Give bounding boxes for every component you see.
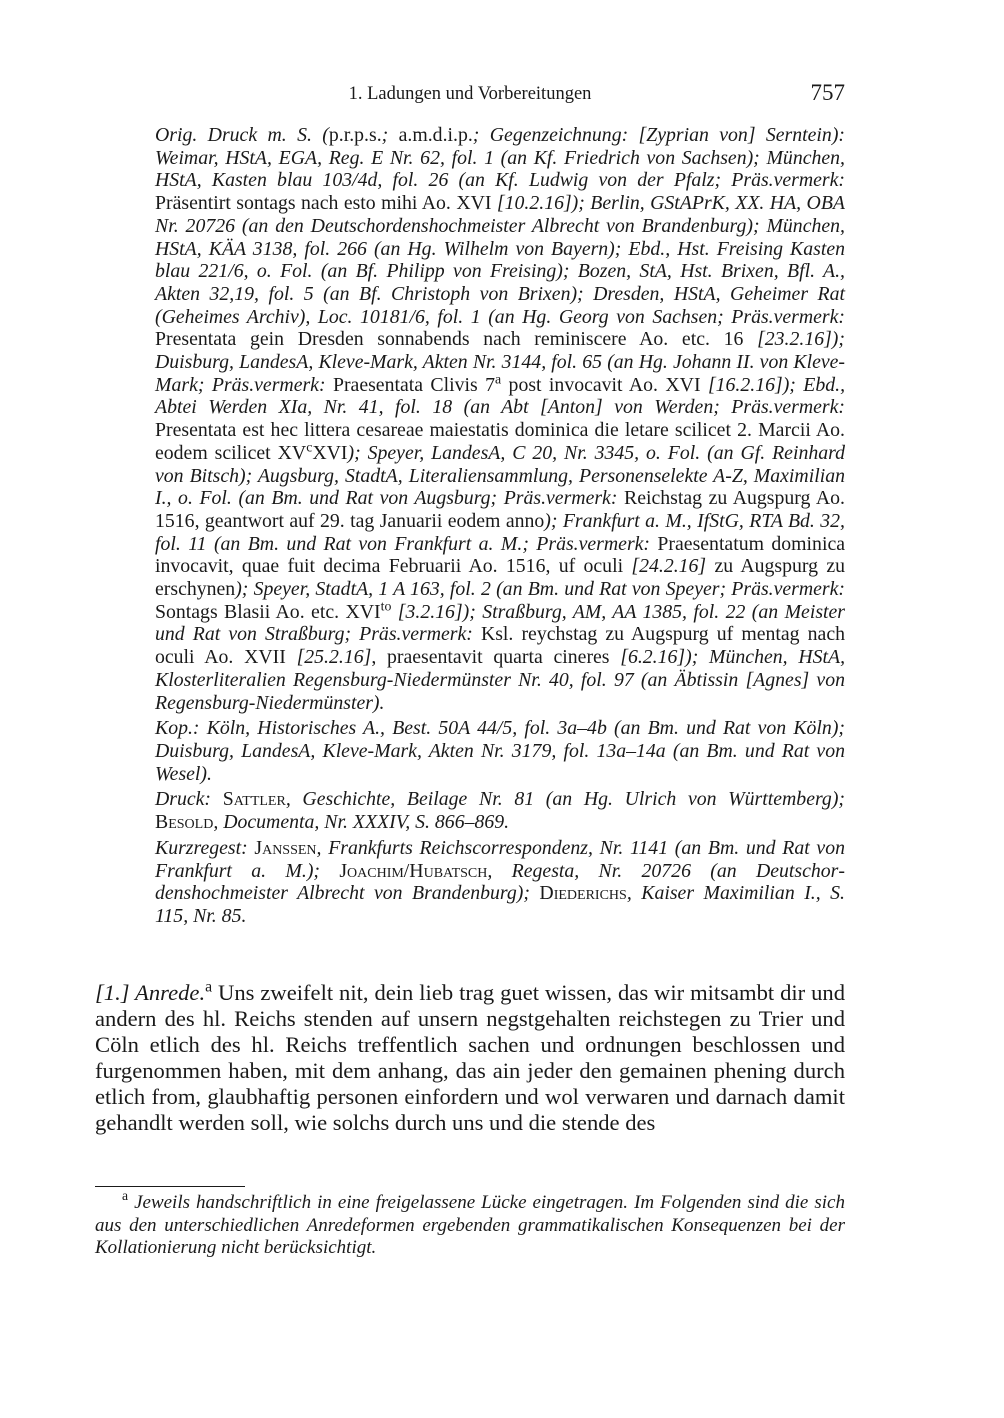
apparatus-text: ); Frankfurt a. M., IfStG, RTA Bd. 32, fol. 11 (an Bm. und Rat von Frankfurt a. M.; Präs.vermerk:	[155, 509, 845, 555]
footnote-divider	[95, 1186, 245, 1187]
apparatus-original-prints	[155, 124, 845, 714]
footnote-text: Jeweils handschriftlich in eine freigelassene Lücke eingetragen. Im Folgenden sind die sich aus den unterschiedlichen Anredeformen ergebenden grammatikalischen Konsequenzen bei der Kollationierung nicht berücksichtigt.	[95, 1192, 845, 1258]
apparatus-text: , Regesta, Nr. 20726 (an Deutschordenshochmeister Albrecht von Brandenburg);	[155, 859, 845, 905]
author-name: Janssen	[254, 836, 317, 859]
apparatus-superscript: a	[495, 371, 502, 387]
apparatus-text: [24.2.16]	[623, 555, 715, 578]
apparatus-quote: XVI	[312, 441, 348, 464]
apparatus-quote: post invocavit Ao. XVI	[501, 373, 701, 396]
author-name: Besold	[155, 811, 214, 834]
apparatus-text: ); Speyer, StadtA, 1 A 163, fol. 2 (an Bm. und Rat von Speyer; Präs.vermerk:	[235, 578, 845, 601]
apparatus-quote: zu Augspurg zu erschynen	[155, 555, 845, 601]
apparatus-text: ; Gegenzeichnung: [Zyprian von] Serntein): Weimar, HStA, EGA, Reg. E Nr. 62, fol. 1 (an Kf. Friedrich von Sachsen); München, HStA, Kasten blau 103/4d, fol. 26 (an Kf. Ludwig von der Pfalz; Präs.vermerk:	[155, 124, 845, 192]
apparatus-text: [16.2.16]); Ebd., Abtei Werden XIa, Nr. 41, fol. 18 (an Abt [Anton] von Werden; Präs.vermerk:	[155, 373, 846, 419]
apparatus-text: , Kaiser Maximilian I., S. 115, Nr. 85.	[155, 882, 845, 927]
apparatus-text: Orig. Druck m. S. (	[155, 124, 329, 146]
apparatus-editions	[155, 788, 845, 833]
footnote-paragraph: a Jeweils handschriftlich in eine freigelassene Lücke eingetragen. Im Folgenden sind die sich aus den unterschiedlichen Anredeformen ergebenden grammatikalischen Konsequenzen bei der Kollationierung nicht berücksichtigt.	[95, 1188, 845, 1258]
main-text	[95, 980, 845, 1135]
apparatus-quote: Sontags Blasii Ao. etc. XVI	[155, 600, 381, 623]
author-name: Diederichs	[539, 882, 627, 905]
apparatus-quote: Praesentata Clivis 7	[332, 373, 495, 396]
apparatus-text: [23.2.16]); Duisburg, LandesA, Kleve-Mark, Akten Nr. 3144, fol. 65 (an Hg. Johann II. von Kleve-Mark; Präs.vermerk:	[155, 328, 845, 396]
apparatus-text: , Documenta, Nr. XXXIV, S. 866–869.	[213, 811, 510, 834]
running-title: 1. Ladungen und Vorbereitungen	[348, 84, 592, 104]
running-head	[95, 80, 845, 110]
apparatus-quote: Presentata est hec littera cesareae maiestatis dominica die letare scilicet 2. Marcii Ao. eodem scilicet XV	[155, 419, 845, 464]
footnote	[95, 1188, 845, 1260]
apparatus-text: , Geschichte, Beilage Nr. 81 (an Hg. Ulrich von Württemberg);	[285, 788, 846, 811]
apparatus-copies: Kop.: Köln, Historisches A., Best. 50A 44/5, fol. 3a–4b (an Bm. und Rat von Köln); Duisburg, LandesA, Kleve-Mark, Akten Nr. 3179, fol. 13a–14a (an Bm. und Rat von Wesel).	[155, 717, 845, 785]
apparatus-quote: Reichstag zu Augspurg Ao. 1516, geantwort auf 29. tag Januarii eodem anno	[155, 487, 846, 532]
apparatus-text: [25.2.16]	[285, 646, 372, 669]
apparatus-quote: Presentata gein Dresden sonnabends nach reminiscere Ao. etc. 16	[155, 328, 744, 351]
apparatus-text: [6.2.16]); München, HStA, Klosterliteralien Regensburg-Niedermünster Nr. 40, fol. 97 (an Äbtissin [Agnes] von Regensburg-Niedermünster).	[155, 646, 846, 714]
apparatus-text: [3.2.16]); Straßburg, AM, AA 1385, fol. 22 (an Meister und Rat von Straßburg; Präs.vermerk:	[155, 600, 845, 646]
apparatus-quote: Ksl. reychstag zu Augspurg uf mentag nach oculi Ao. XVII	[155, 623, 845, 669]
source-apparatus	[155, 124, 845, 928]
apparatus-text: , Frankfurts Reichscorrespondenz, Nr. 1141 (an Bm. und Rat von Frankfurt a. M.);	[155, 836, 845, 882]
main-paragraph	[95, 980, 845, 1135]
page-number: 757	[810, 80, 845, 105]
main-body-text: Uns zweifelt nit, dein lieb trag guet wissen, das wir mitsambt dir und andern des hl. Reichs stenden auf unsern negstgehalten reichstegen zu Trier und Cöln etlich des hl. Reichs treffentlich sachen und ordnungen beschlossen und furgenommen haben, mit dem anhang, das ain jeder den gemainen phening durch etlich from, glaubhaftig personen einfordern und wol verwaren und darnach damit gehandlt werden soll, wie solchs durch uns und die stende des	[95, 980, 845, 1135]
apparatus-text: ;	[381, 124, 399, 146]
apparatus-quote: Präsentirt sontags nach esto mihi Ao. XVI	[155, 192, 492, 215]
apparatus-superscript: c	[306, 439, 313, 455]
author-name: Joachim/Hubatsch	[339, 859, 488, 882]
apparatus-text: ); Speyer, LandesA, C 20, Nr. 3345, o. Fol. (an Gf. Reinhard von Bitsch); Augsburg, StadtA, Literaliensammlung, Personenselekte A-Z, Maximilian I., o. Fol. (an Bm. und Rat von Augsburg; Präs.vermerk:	[155, 441, 845, 510]
footnote-reference: a	[205, 978, 213, 996]
apparatus-superscript: to	[380, 598, 392, 614]
apparatus-quote: p.r.p.s.	[328, 124, 382, 146]
apparatus-quote: , praesentavit quarta cineres	[371, 646, 610, 669]
apparatus-regesta	[155, 837, 845, 928]
apparatus-quote: Praesentatum dominica invocavit, quae fuit decima Februarii Ao. 1516, uf oculi	[155, 532, 845, 578]
author-name: Sattler	[222, 788, 286, 811]
apparatus-text: Druck:	[155, 788, 223, 811]
apparatus-text: [10.2.16]); Berlin, GStAPrK, XX. HA, OBA Nr. 20726 (an den Deutschordenshochmeister Albrecht von Brandenburg); München, HStA, KÄA 3138, fol. 266 (an Hg. Wilhelm von Bayern); Ebd., Hst. Freising Kasten blau 221/6, o. Fol. (an Bf. Philipp von Freising); Bozen, StA, Hst. Brixen, Bfl. A., Akten 32,19, fol. 5 (an Bf. Christoph von Brixen); Dresden, HStA, Geheimer Rat (Geheimes Archiv), Loc. 10181/6, fol. 1 (an Hg. Georg von Sachsen; Präs.vermerk:	[155, 192, 845, 328]
apparatus-quote: a.m.d.i.p.	[398, 124, 473, 146]
apparatus-text: Kurzregest:	[155, 836, 255, 859]
section-label: [1.] Anrede.	[95, 980, 206, 1005]
